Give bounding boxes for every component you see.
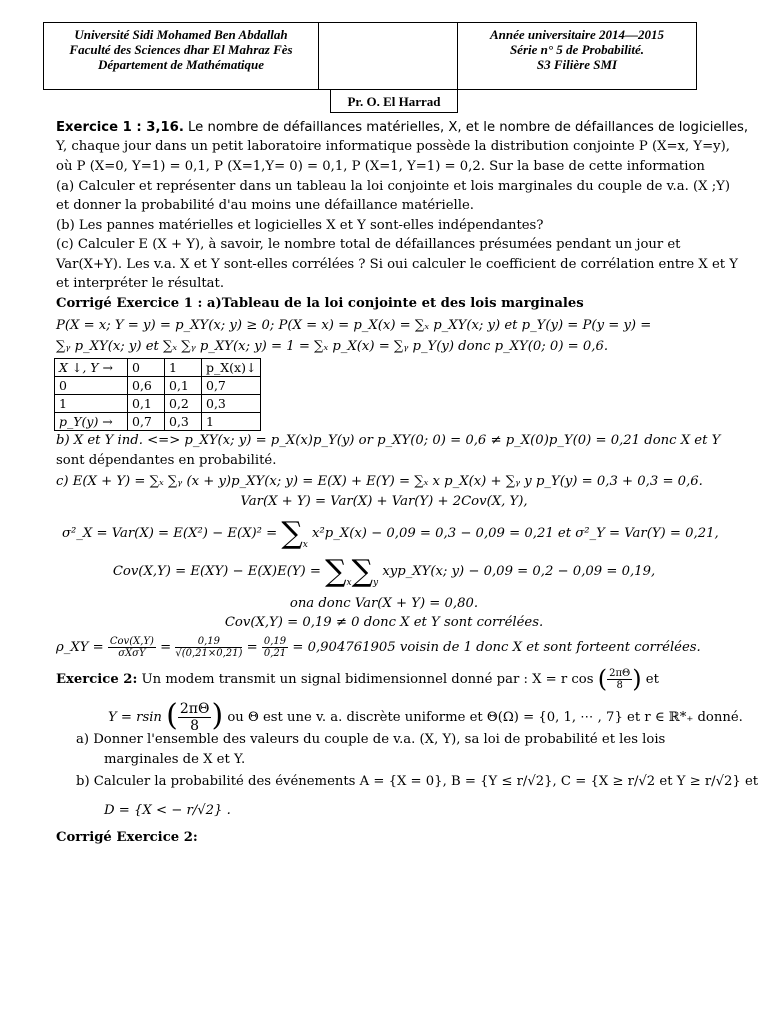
corr1-cov-result: Cov(X,Y) = 0,19 ≠ 0 donc X et Y sont corrélées.	[224, 615, 544, 630]
ex2-title: Exercice 2:	[56, 672, 138, 687]
table-row: p_Y(y) → 0,7 0,3 1	[55, 413, 261, 431]
ex1-line-2: Y, chaque jour dans un petit laboratoire informatique possède la distribution conjointe P (X=x, Y=y),	[56, 139, 730, 154]
author-name: Pr. O. El Harrad	[347, 94, 441, 109]
ex1-line-6: (b) Les pannes matérielles et logicielles X et Y sont-elles indépendantes?	[56, 218, 544, 233]
ex1-line-7: (c) Calculer E (X + Y), à savoir, le nombre total de défaillances présumées pendant un jour et	[56, 237, 681, 252]
corr1-line-1: P(X = x; Y = y) = p_XY(x; y) ≥ 0; P(X = x) = p_X(x) = ∑ₓ p_XY(x; y) et p_Y(y) = P(y = y) =	[56, 318, 652, 333]
corr1-c-line-1: c) E(X + Y) = ∑ₓ ∑ᵧ (x + y)p_XY(x; y) = E(X) + E(Y) = ∑ₓ x p_X(x) + ∑ᵧ y p_Y(y) = 0,3 + 0,3 = 0,6.	[56, 474, 703, 489]
joint-distribution-table	[54, 358, 261, 431]
ex2-line-2: Y = rsin ( $\frac{2\pi\Theta}{8}$ ) ou Θ est une v. a. discrète uniforme et Θ(Ω) = {0, 1, ⋯ , 7} et r ∈ ℝ*₊ donné.	[108, 698, 743, 734]
fraction: $\frac{\text{Cov(X,Y)}}{\text{σXσY}}$	[109, 636, 154, 659]
ex1-line-4: (a) Calculer et représenter dans un tableau la loi conjointe et lois marginales du couple de v.a. (X ;Y)	[56, 179, 731, 194]
corr1-b-line-2: sont dépendantes en probabilité.	[56, 453, 277, 468]
ex2-item-a-1: a) Donner l'ensemble des valeurs du couple de v.a. (X, Y), sa loi de probabilité et les lois	[76, 732, 666, 747]
ex2-item-a-2: marginales de X et Y.	[104, 752, 246, 767]
sum-symbol: ∑	[325, 554, 347, 589]
corr1-b-line-1: b) X et Y ind. <=> p_XY(x; y) = p_X(x)p_Y(y) or p_XY(0; 0) = 0,6 ≠ p_X(0)p_Y(0) = 0,21 donc X et Y	[56, 433, 721, 448]
fraction: $\frac{2\pi\Theta}{8}$	[609, 668, 631, 691]
header-middle-box	[318, 22, 458, 90]
sum-symbol: ∑	[281, 516, 303, 551]
series-title: Série n° 5 de Probabilité.	[509, 42, 645, 57]
corr1-c-line-2: Var(X + Y) = Var(X) + Var(Y) + 2Cov(X, Y),	[240, 494, 528, 509]
table-row: 0 0,6 0,1 0,7	[55, 377, 261, 395]
sum-symbol: ∑	[351, 554, 374, 589]
corr2-heading: Corrigé Exercice 2:	[56, 830, 198, 845]
corr1-line-2: ∑ᵧ p_XY(x; y) et ∑ₓ ∑ᵧ p_XY(x; y) = 1 = ∑ₓ p_X(x) = ∑ᵧ p_Y(y) donc p_XY(0; 0) = 0,6.	[56, 339, 609, 354]
ex1-line-3: où P (X=0, Y=1) = 0,1, P (X=1,Y= 0) = 0,1, P (X=1, Y=1) = 0,2. Sur la base de cette information	[56, 159, 705, 174]
university-name: Université Sidi Mohamed Ben Abdallah	[74, 27, 288, 42]
corr1-variance-line: σ²_X = $Var(X) = E(X^2) - E(X)^2 = \sum_x$ x²p_X(x) − 0,09 = 0,3 − 0,09 = 0,21 et σ²_Y = Var(Y) = 0,21,	[62, 516, 719, 551]
ex1-line-8: Var(X+Y). Les v.a. X et Y sont-elles corrélées ? Si oui calculer le coefficient de corrélation entre X et Y	[56, 257, 739, 272]
faculty-name: Faculté des Sciences dhar El Mahraz Fès	[69, 42, 293, 57]
author-box	[330, 89, 458, 113]
table-row: 1 0,1 0,2 0,3	[55, 395, 261, 413]
ex2-item-b-2: D = {X < − r/√2} .	[104, 803, 231, 818]
ex2-item-b-1: b) Calculer la probabilité des événements A = {X = 0}, B = {Y ≤ r/√2}, C = {X ≥ r/√2 et Y ≥ r/√2} et	[76, 774, 759, 789]
fraction: $\frac{0,19}{0,21}$	[263, 636, 287, 659]
ex1-line-1: Exercice 1 : 3,16. Le nombre de défaillances matérielles, X, et le nombre de défaillances de logicielles,	[56, 120, 749, 135]
corr1-rho-line: ρ_XY = $\frac{\text{Cov(X,Y)}}{\text{σXσY}}$ = $\frac{0,19}{√(0,21\times 0,21)}$ = $\frac{0,19}{0,21}$ = 0,904761905 voisin de 1 donc X et sont forteent corrélées.	[56, 636, 701, 659]
ex1-title: Exercice 1 : 3,16.	[56, 120, 184, 135]
fraction: $\frac{0,19}{√(0,21\times 0,21)}$	[175, 636, 243, 659]
ex1-line-5: et donner la probabilité d'au moins une défaillance matérielle.	[56, 198, 474, 213]
corr1-cov-line: $Cov(X,Y) = E(XY) - E(X)E(Y) = \sum_x\sum_y$ xyp_XY(x; y) − 0,09 = 0,2 − 0,09 = 0,19,	[112, 554, 656, 589]
department-name: Département de Mathématique	[97, 57, 265, 72]
academic-year: Année universitaire 2014—2015	[489, 27, 665, 42]
header-left-box	[43, 22, 319, 90]
corr1-var-result: ona donc Var(X + Y) = 0,80.	[289, 596, 479, 611]
filiere: S3 Filière SMI	[536, 57, 618, 72]
table-row: X ↓, Y → 0 1 p_X(x)↓	[55, 359, 261, 377]
ex2-line-1: Exercice 2: Un modem transmit un signal bidimensionnel donné par : X = r cos ( $\frac{2\pi\Theta}{8}$ ) et	[56, 665, 659, 693]
ex1-line-9: et interpréter le résultat.	[56, 276, 225, 291]
header-right-box	[457, 22, 697, 90]
corr1-heading: Corrigé Exercice 1 : a)Tableau de la loi conjointe et des lois marginales	[56, 296, 584, 311]
fraction: $\frac{2\pi\Theta}{8}$	[179, 701, 210, 734]
